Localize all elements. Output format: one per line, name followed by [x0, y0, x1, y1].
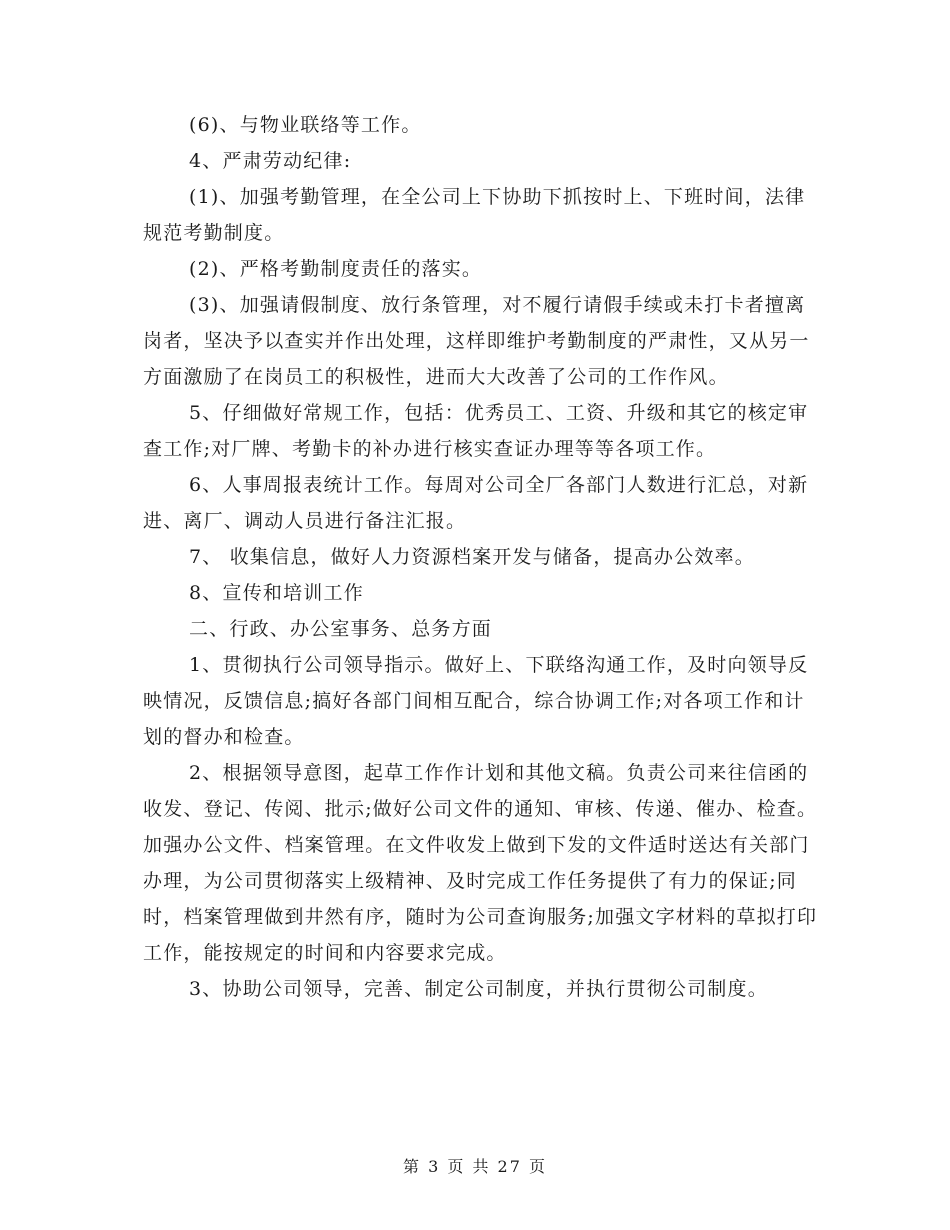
paragraph: (1)、加强考勤管理，在全公司上下协助下抓按时上、下班时间，法律规范考勤制度。	[143, 186, 806, 244]
paragraph: 8、宣传和培训工作	[189, 582, 364, 604]
section-heading: 二、行政、办公室事务、总务方面	[189, 618, 493, 640]
paragraph: 2、根据领导意图，起草工作作计划和其他文稿。负责公司来往信函的收发、登记、传阅、批示;做好公司文件的通知、审核、传递、催办、检查。加强办公文件、档案管理。在文件收发上做到下发的文件适时送达有关部门办理，为公司贯彻落实上级精神、及时完成工作任务提供了有力的保证;同时，档案管理做到井然有序，随时为公司查询服务;加强文字材料的草拟打印工作，能按规定的时间和内容要求完成。	[143, 762, 818, 964]
paragraph: (3)、加强请假制度、放行条管理，对不履行请假手续或未打卡者擅离岗者，坚决予以查实并作出处理，这样即维护考勤制度的严肃性，又从另一方面激励了在岗员工的积极性，进而大大改善了公司的工作作风。	[143, 294, 810, 388]
paragraph: 1、贯彻执行公司领导指示。做好上、下联络沟通工作，及时向领导反映情况，反馈信息;搞好各部门间相互配合，综合协调工作;对各项工作和计划的督办和检查。	[143, 654, 809, 748]
paragraph: 3、协助公司领导，完善、制定公司制度，并执行贯彻公司制度。	[189, 978, 768, 1000]
paragraph: 5、仔细做好常规工作，包括：优秀员工、工资、升级和其它的核定审查工作;对厂牌、考勤卡的补办进行核实查证办理等等各项工作。	[143, 402, 809, 460]
paragraph: (2)、严格考勤制度责任的落实。	[189, 258, 483, 280]
paragraph: 7、 收集信息，做好人力资源档案开发与储备，提高办公效率。	[189, 546, 755, 568]
paragraph: (6)、与物业联络等工作。	[189, 114, 422, 136]
page-number-footer: 第 3 页 共 27 页	[403, 1157, 547, 1176]
paragraph: 4、严肃劳动纪律:	[189, 150, 352, 172]
paragraph: 6、人事周报表统计工作。每周对公司全厂各部门人数进行汇总，对新进、离厂、调动人员进行备注汇报。	[143, 474, 809, 532]
document-body	[143, 107, 823, 1007]
